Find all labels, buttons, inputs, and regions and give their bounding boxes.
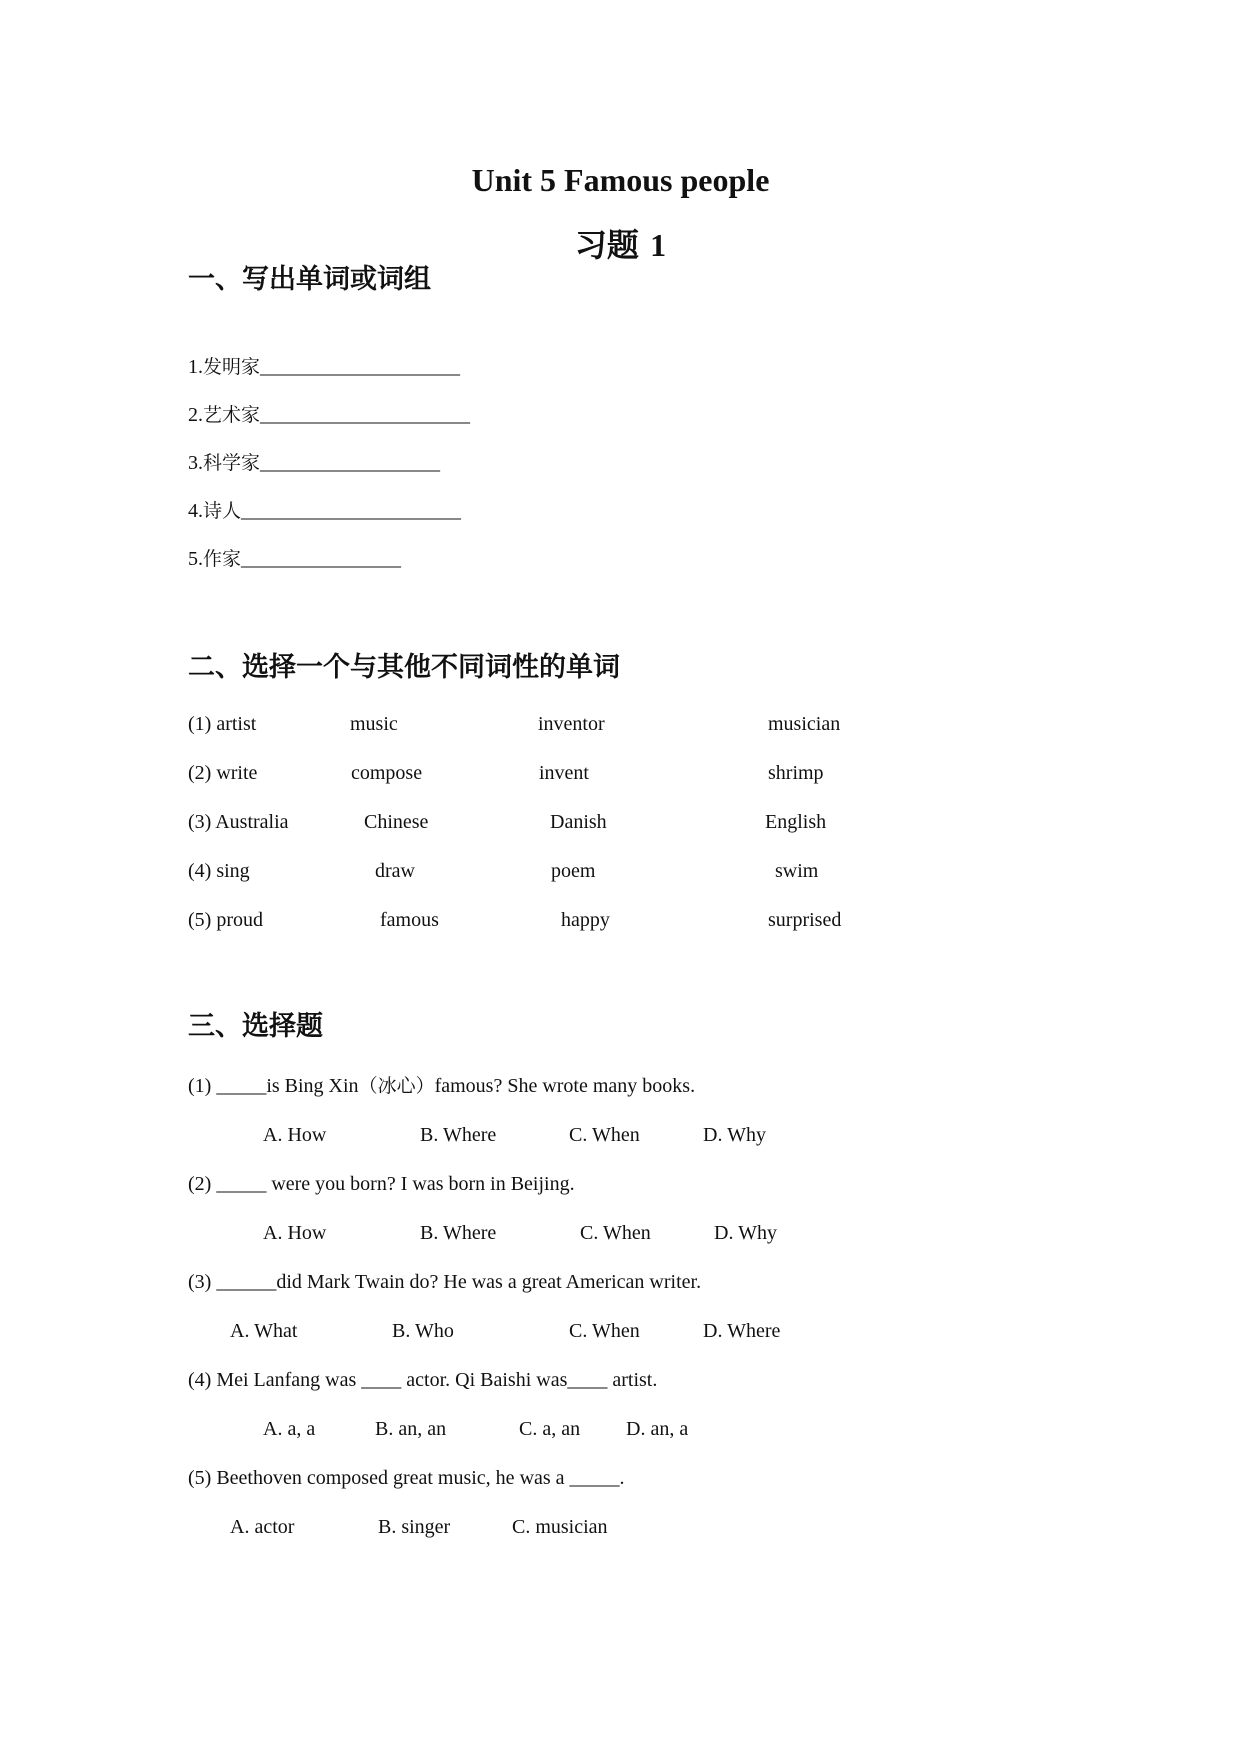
vocab-item-prompt: 艺术家 <box>203 404 261 426</box>
answer-option[interactable]: B. Where <box>420 1124 497 1146</box>
vocab-item <box>188 545 401 573</box>
word-option: English <box>765 811 827 833</box>
word-option: Danish <box>550 811 607 833</box>
answer-option[interactable]: A. What <box>230 1320 298 1342</box>
word-option: (1) artist <box>188 713 257 735</box>
vocab-item-number: 3. <box>188 452 203 474</box>
answer-option[interactable]: C. When <box>569 1124 640 1146</box>
answer-option[interactable]: C. a, an <box>519 1418 581 1440</box>
vocab-item-number: 2. <box>188 404 203 426</box>
word-option: draw <box>375 860 415 882</box>
word-option: music <box>350 713 398 735</box>
vocab-item <box>188 497 461 525</box>
word-option: famous <box>380 909 439 931</box>
vocab-item-blank[interactable]: ____________________ <box>260 356 461 378</box>
word-option: surprised <box>768 909 842 931</box>
word-option: compose <box>351 762 423 784</box>
answer-option[interactable]: C. When <box>569 1320 640 1342</box>
answer-option[interactable]: B. singer <box>378 1516 451 1538</box>
answer-option[interactable]: D. Why <box>714 1222 777 1244</box>
question-text: (2) _____ were you born? I was born in Beijing. <box>188 1173 575 1195</box>
vocab-item-blank[interactable]: _____________________ <box>260 404 471 426</box>
answer-option[interactable]: A. How <box>263 1124 327 1146</box>
answer-option[interactable]: A. actor <box>230 1516 295 1538</box>
word-option: (5) proud <box>188 909 263 931</box>
section2-heading: 二、选择一个与其他不同词性的单词 <box>188 652 620 683</box>
word-option: happy <box>561 909 610 931</box>
word-option: (2) write <box>188 762 258 784</box>
question-text-cn: （冰心） <box>358 1075 435 1097</box>
answer-option[interactable]: A. a, a <box>263 1418 316 1440</box>
answer-option[interactable]: B. Who <box>392 1320 454 1342</box>
exercise-subtitle-number: 1 <box>650 227 667 263</box>
document-title: Unit 5 Famous people <box>471 162 770 198</box>
vocab-item-number: 1. <box>188 356 203 378</box>
question-text: (4) Mei Lanfang was ____ actor. Qi Baishi was____ artist. <box>188 1369 658 1391</box>
vocab-item-blank[interactable]: ______________________ <box>241 500 462 522</box>
vocab-item <box>188 353 460 381</box>
word-option: swim <box>775 860 819 882</box>
section1-heading: 一、写出单词或词组 <box>188 264 431 295</box>
answer-option[interactable]: D. Where <box>703 1320 781 1342</box>
section3-heading: 三、选择题 <box>188 1011 323 1042</box>
word-option: (4) sing <box>188 860 250 882</box>
word-option: (3) Australia <box>188 811 289 833</box>
question-text <box>188 1072 695 1100</box>
question-text: (5) Beethoven composed great music, he was a _____. <box>188 1467 625 1489</box>
answer-option[interactable]: C. When <box>580 1222 651 1244</box>
word-option: shrimp <box>768 762 824 784</box>
word-option: poem <box>551 860 596 882</box>
question-text-part: (1) _____is Bing Xin <box>188 1075 359 1097</box>
answer-option[interactable]: D. an, a <box>626 1418 689 1440</box>
word-option: inventor <box>538 713 605 735</box>
vocab-item-number: 5. <box>188 548 203 570</box>
answer-option[interactable]: A. How <box>263 1222 327 1244</box>
word-option: Chinese <box>364 811 429 833</box>
word-option: musician <box>768 713 841 735</box>
vocab-item <box>188 401 470 429</box>
answer-option[interactable]: B. Where <box>420 1222 497 1244</box>
question-text-part: famous? She wrote many books. <box>434 1075 696 1097</box>
vocab-item-prompt: 发明家 <box>203 356 261 378</box>
vocab-item-prompt: 作家 <box>203 548 242 570</box>
vocab-item <box>188 449 440 477</box>
vocab-item-blank[interactable]: ________________ <box>241 548 402 570</box>
word-option: invent <box>539 762 589 784</box>
exercise-subtitle-cn: 习题 <box>574 226 639 264</box>
answer-option[interactable]: B. an, an <box>375 1418 447 1440</box>
vocab-item-number: 4. <box>188 500 203 522</box>
answer-option[interactable]: D. Why <box>703 1124 766 1146</box>
vocab-item-prompt: 诗人 <box>203 500 242 522</box>
exercise-subtitle <box>0 225 1241 265</box>
vocab-item-blank[interactable]: __________________ <box>260 452 441 474</box>
question-text: (3) ______did Mark Twain do? He was a great American writer. <box>188 1271 702 1293</box>
vocab-item-prompt: 科学家 <box>203 452 261 474</box>
answer-option[interactable]: C. musician <box>512 1516 608 1538</box>
